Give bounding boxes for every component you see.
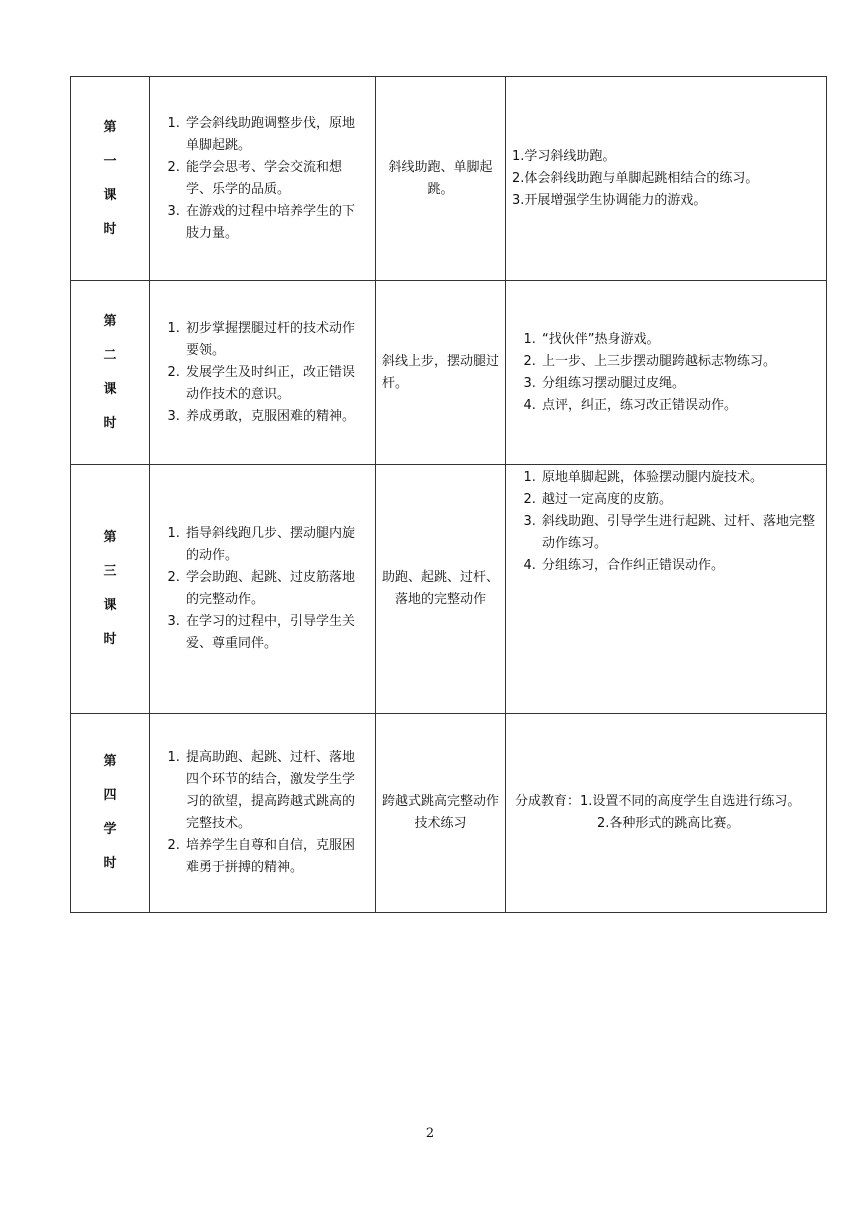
lesson-label	[71, 281, 150, 465]
lesson-label	[71, 714, 150, 913]
lesson-label-char: 二	[103, 347, 117, 363]
lesson-focus: 跨越式跳高完整动作技术练习	[376, 714, 506, 913]
lesson-activities	[506, 465, 827, 714]
activity-item: 1. 原地单脚起跳，体验摆动腿内旋技术。	[540, 467, 820, 489]
lesson-row	[71, 77, 827, 281]
lesson-label-char: 第	[103, 119, 117, 135]
activity-item: 1.设置不同的高度学生自选进行练习。	[580, 794, 801, 809]
activity-item: 2. 越过一定高度的皮筋。	[540, 489, 820, 511]
lesson-label-char: 课	[103, 381, 117, 397]
lesson-label	[71, 465, 150, 714]
goal-item: 2. 学会助跑、起跳、过皮筋落地的完整动作。	[184, 567, 367, 611]
goal-item: 2. 能学会思考、学会交流和想学、乐学的品质。	[184, 157, 367, 201]
lesson-label-char: 课	[103, 598, 117, 613]
lesson-goals	[150, 77, 376, 281]
goal-item: 3. 养成勇敢，克服困难的精神。	[184, 406, 367, 428]
lesson-label-char: 课	[103, 187, 117, 203]
lesson-label-char: 一	[103, 153, 117, 169]
lesson-row	[71, 465, 827, 714]
lesson-goals	[150, 714, 376, 913]
goal-item: 1. 学会斜线助跑调整步伐，原地单脚起跳。	[184, 113, 367, 157]
activity-item: 3. 斜线助跑、引导学生进行起跳、过杆、落地完整动作练习。	[540, 511, 820, 555]
lesson-activities	[506, 77, 827, 281]
activity-item: 1. “找伙伴”热身游戏。	[540, 329, 820, 351]
lesson-row	[71, 281, 827, 465]
lesson-row	[71, 714, 827, 913]
goal-item: 2. 发展学生及时纠正，改正错误动作技术的意识。	[184, 362, 367, 406]
lesson-label-char: 第	[103, 754, 117, 769]
lesson-activities	[506, 281, 827, 465]
lesson-label-char: 时	[103, 221, 117, 237]
lesson-activities	[506, 714, 827, 913]
activity-item: 2. 上一步、上三步摆动腿跨越标志物练习。	[540, 351, 820, 373]
differentiated-label: 分成教育：	[515, 794, 581, 809]
activity-item: 3.开展增强学生协调能力的游戏。	[512, 192, 707, 208]
lesson-label-char: 第	[103, 530, 117, 545]
activity-item: 1.学习斜线助跑。	[512, 148, 616, 164]
goal-item: 1. 指导斜线跑几步、摆动腿内旋的动作。	[184, 523, 367, 567]
activity-item: 2.体会斜线助跑与单脚起跳相结合的练习。	[512, 170, 759, 186]
activity-item: 4. 点评，纠正，练习改正错误动作。	[540, 395, 820, 417]
lesson-goals	[150, 281, 376, 465]
activity-item: 4. 分组练习，合作纠正错误动作。	[540, 555, 820, 577]
lesson-label-char: 学	[103, 822, 117, 837]
lesson-label-char: 第	[103, 313, 117, 329]
goal-item: 1. 初步掌握摆腿过杆的技术动作要领。	[184, 318, 367, 362]
lesson-focus: 斜线助跑、单脚起跳。	[376, 77, 506, 281]
lesson-label-char: 三	[103, 564, 117, 579]
activity-item: 2.各种形式的跳高比赛。	[597, 816, 740, 831]
differentiated-teaching	[506, 791, 826, 835]
lesson-goals	[150, 465, 376, 714]
goal-item: 3. 在游戏的过程中培养学生的下肢力量。	[184, 201, 367, 245]
goal-item: 3. 在学习的过程中，引导学生关爱、尊重同伴。	[184, 611, 367, 655]
page-number: 2	[425, 1126, 435, 1141]
lesson-focus: 斜线上步，摆动腿过杆。	[376, 281, 506, 465]
lesson-label-char: 时	[103, 632, 117, 647]
lesson-focus: 助跑、起跳、过杆、落地的完整动作	[376, 465, 506, 714]
lesson-label	[71, 77, 150, 281]
activity-item: 3. 分组练习摆动腿过皮绳。	[540, 373, 820, 395]
lesson-label-char: 时	[103, 856, 117, 871]
lesson-plan-table	[70, 76, 827, 913]
goal-item: 2. 培养学生自尊和自信，克服困难勇于拼搏的精神。	[184, 835, 367, 879]
lesson-label-char: 四	[103, 788, 117, 803]
lesson-label-char: 时	[103, 415, 117, 431]
goal-item: 1. 提高助跑、起跳、过杆、落地四个环节的结合，激发学生学习的欲望，提高跨越式跳高的完整技术。	[184, 747, 367, 835]
